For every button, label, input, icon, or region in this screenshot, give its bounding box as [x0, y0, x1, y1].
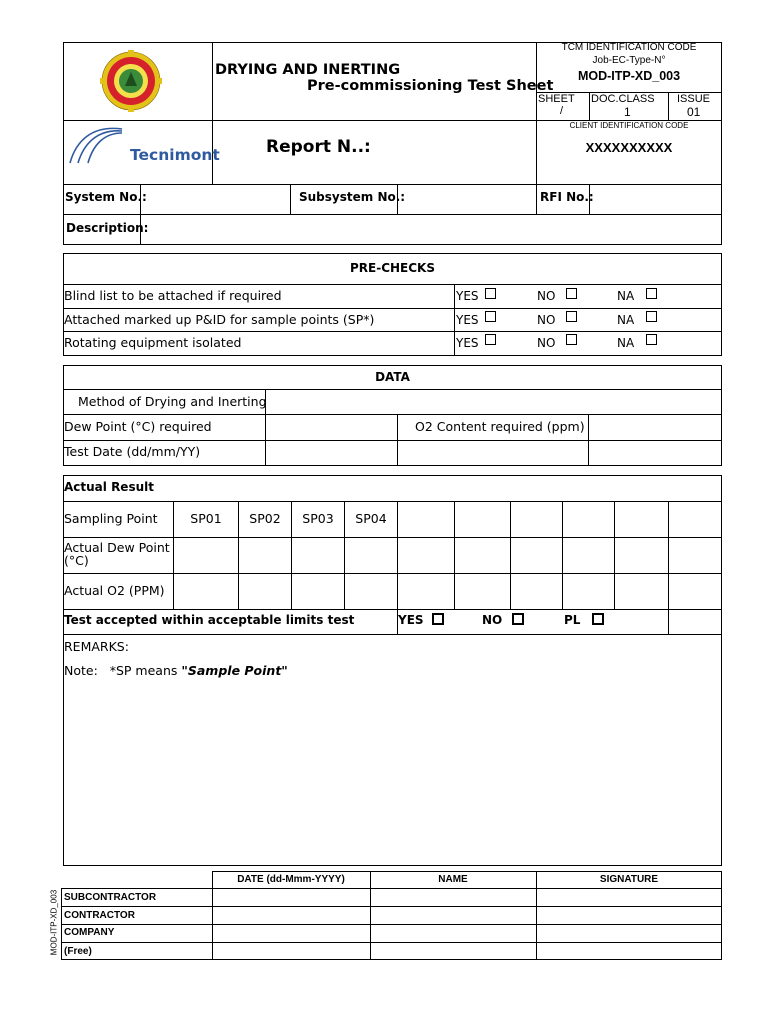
prechecks-divider [63, 308, 722, 309]
na-checkbox[interactable] [646, 288, 657, 299]
test-date-field[interactable] [266, 441, 397, 465]
precheck-item: Attached marked up P&ID for sample points (SP*) [64, 312, 375, 327]
accepted-no-label: NO [482, 613, 503, 627]
yes-label: YES [456, 313, 479, 327]
docclass-value: 1 [624, 105, 631, 119]
rfi-number-field[interactable] [590, 185, 721, 213]
test-accepted-label: Test accepted within acceptable limits test [64, 613, 355, 627]
docclass-label: DOC.CLASS [591, 93, 655, 105]
signature-row-label: SUBCONTRACTOR [64, 892, 157, 903]
subsystem-number-field[interactable] [398, 185, 535, 213]
o2-content-required-label: O2 Content required (ppm) [415, 419, 585, 434]
signature-column-header: SIGNATURE [599, 874, 659, 885]
na-checkbox[interactable] [646, 311, 657, 322]
dew-point-required-label: Dew Point (°C) required [64, 419, 212, 434]
subsystem-number-label: Subsystem No.: [299, 190, 406, 204]
report-number-label: Report N..: [266, 137, 371, 157]
results-divider [510, 501, 511, 609]
yes-checkbox[interactable] [485, 288, 496, 299]
data-title: DATA [375, 370, 410, 384]
prechecks-divider [454, 284, 455, 356]
dew-point-cell[interactable] [174, 538, 238, 573]
signature-divider [61, 906, 722, 907]
job-label: Job-EC-Type-N° [592, 55, 666, 66]
o2-cell[interactable] [174, 574, 238, 609]
method-label: Method of Drying and Inerting [78, 394, 267, 409]
info-divider [290, 184, 291, 214]
tecnimont-logo-text: Tecnimont [130, 146, 220, 164]
no-label: NO [537, 336, 556, 350]
system-number-label: System No.: [65, 190, 147, 204]
sample-point-note [64, 663, 288, 678]
results-divider [562, 501, 563, 609]
results-divider [63, 634, 722, 635]
prechecks-divider [63, 284, 722, 285]
actual-dew-point-label: Actual Dew Point [64, 540, 170, 555]
dew-point-cell[interactable] [239, 538, 291, 573]
results-divider [668, 501, 669, 634]
dew-point-cell[interactable] [292, 538, 344, 573]
results-divider [63, 609, 722, 610]
actual-dew-point-unit: (°C) [64, 553, 89, 568]
signature-row-label: (Free) [64, 946, 92, 957]
sample-point-header: SP04 [355, 511, 387, 526]
note-text: Note: *SP means [64, 663, 182, 678]
accepted-yes-label: YES [398, 613, 424, 627]
sample-point-header: SP01 [190, 511, 222, 526]
no-label: NO [537, 289, 556, 303]
yes-label: YES [456, 289, 479, 303]
description-label: Description: [66, 221, 149, 235]
document-title: DRYING AND INERTING [215, 62, 401, 78]
no-checkbox[interactable] [566, 334, 577, 345]
no-checkbox[interactable] [566, 288, 577, 299]
remarks-label: REMARKS: [64, 639, 129, 654]
prechecks-divider [63, 331, 722, 332]
o2-cell[interactable] [345, 574, 397, 609]
prechecks-title: PRE-CHECKS [349, 261, 435, 275]
client-code-label: CLIENT IDENTIFICATION CODE [569, 121, 689, 130]
no-checkbox[interactable] [566, 311, 577, 322]
rfi-number-label: RFI No.: [540, 190, 594, 204]
o2-content-required-field[interactable] [589, 415, 721, 440]
header-divider [668, 92, 669, 120]
precheck-item: Blind list to be attached if required [64, 288, 282, 303]
signature-divider [61, 924, 722, 925]
dew-point-cell[interactable] [345, 538, 397, 573]
side-document-code: MOD-ITP-XD_003 [49, 889, 59, 956]
na-label: NA [617, 336, 635, 350]
na-checkbox[interactable] [646, 334, 657, 345]
yes-checkbox[interactable] [485, 334, 496, 345]
name-column-header: NAME [438, 874, 468, 885]
accepted-yes-checkbox[interactable] [432, 613, 444, 625]
data-divider [397, 414, 398, 466]
test-date-label: Test Date (dd/mm/YY) [64, 444, 201, 459]
system-number-field[interactable] [141, 185, 289, 213]
accepted-no-checkbox[interactable] [512, 613, 524, 625]
sheet-label: SHEET [538, 93, 575, 105]
signature-row-label: CONTRACTOR [64, 910, 135, 921]
results-divider [63, 501, 722, 502]
na-label: NA [617, 289, 635, 303]
yes-checkbox[interactable] [485, 311, 496, 322]
results-divider [454, 501, 455, 609]
date-column-header: DATE (dd-Mmm-YYYY) [237, 874, 345, 885]
info-divider [536, 184, 537, 214]
no-label: NO [537, 313, 556, 327]
results-divider [614, 501, 615, 609]
o2-cell[interactable] [292, 574, 344, 609]
accepted-pl-label: PL [564, 613, 581, 627]
sheet-value: / [560, 105, 564, 117]
sample-point-header: SP02 [249, 511, 281, 526]
o2-cell[interactable] [239, 574, 291, 609]
sample-point-header: SP03 [302, 511, 334, 526]
dew-point-required-field[interactable] [266, 415, 397, 440]
sampling-point-label: Sampling Point [64, 511, 158, 526]
na-label: NA [617, 313, 635, 327]
issue-label: ISSUE [677, 93, 711, 105]
signature-row-label: COMPANY [64, 927, 115, 938]
issue-value: 01 [687, 105, 701, 119]
method-field[interactable] [266, 390, 721, 414]
remarks-field[interactable] [64, 682, 721, 865]
document-code: MOD-ITP-XD_003 [577, 69, 681, 83]
signature-divider [61, 942, 722, 943]
yes-label: YES [456, 336, 479, 350]
client-code-value: XXXXXXXXXX [585, 140, 673, 155]
tcm-code-label: TCM IDENTIFICATION CODE [561, 42, 697, 53]
accepted-pl-checkbox[interactable] [592, 613, 604, 625]
precheck-item: Rotating equipment isolated [64, 335, 242, 350]
note-emphasis: "Sample Point" [181, 663, 288, 678]
actual-result-title: Actual Result [64, 480, 154, 494]
header-divider [589, 92, 590, 120]
company-seal-logo [97, 50, 165, 112]
actual-o2-label: Actual O2 (PPM) [64, 583, 165, 598]
document-subtitle: Pre-commissioning Test Sheet [307, 78, 554, 94]
description-field[interactable] [141, 215, 721, 244]
